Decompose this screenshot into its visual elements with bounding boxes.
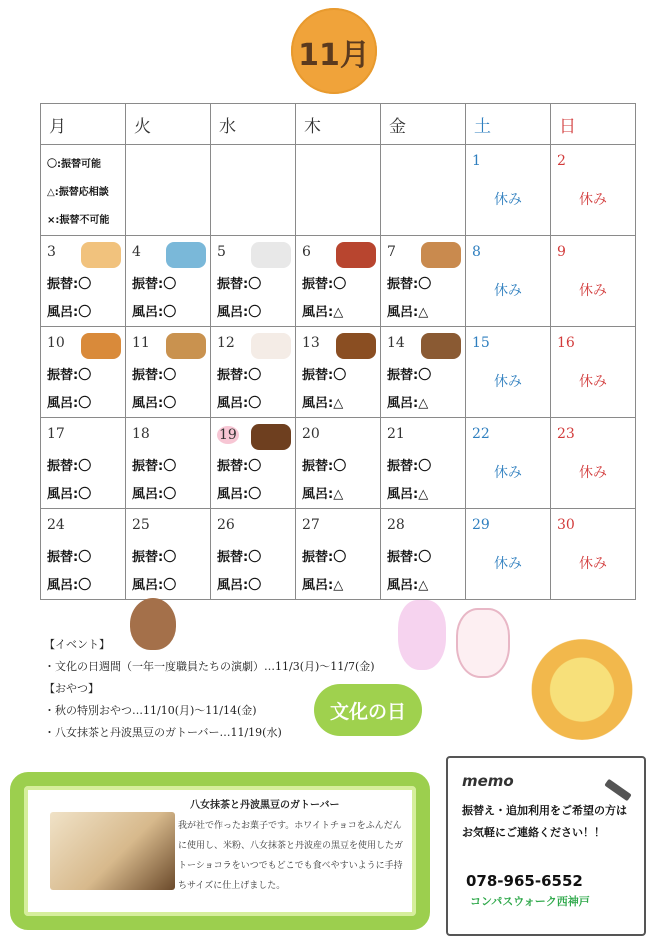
calendar-day-cell bbox=[551, 418, 636, 509]
calendar-day-cell bbox=[466, 145, 551, 236]
calendar-week-row bbox=[41, 418, 636, 509]
calendar-day-cell bbox=[41, 327, 126, 418]
bath-status: 風呂:〇 bbox=[132, 305, 177, 320]
furikae-status: 振替:〇 bbox=[217, 459, 262, 474]
calendar-day-cell bbox=[41, 418, 126, 509]
calendar-day-cell bbox=[126, 145, 211, 236]
artist-icon bbox=[421, 242, 461, 268]
furikae-status: 振替:〇 bbox=[132, 277, 177, 292]
calendar-day-cell bbox=[551, 236, 636, 327]
furikae-status: 振替:〇 bbox=[387, 277, 432, 292]
day-number: 26 bbox=[217, 517, 235, 533]
holiday-label: 休み bbox=[579, 556, 607, 572]
calendar-day-cell bbox=[296, 145, 381, 236]
weekday-sat: 土 bbox=[466, 104, 551, 145]
holiday-label: 休み bbox=[494, 556, 522, 572]
day-number: 13 bbox=[302, 335, 320, 351]
snack-item: ・秋の特別おやつ…11/10(月)～11/14(金) bbox=[44, 704, 257, 717]
day-number: 9 bbox=[557, 244, 566, 260]
calendar-day-cell bbox=[211, 327, 296, 418]
bath-status: 風呂:〇 bbox=[132, 578, 177, 593]
bath-status: 風呂:〇 bbox=[132, 396, 177, 411]
holiday-label: 休み bbox=[494, 283, 522, 299]
cake-icon bbox=[421, 333, 461, 359]
weekday-sun: 日 bbox=[551, 104, 636, 145]
calendar-day-cell bbox=[296, 418, 381, 509]
calendar-day-cell bbox=[551, 509, 636, 600]
bath-status: 風呂:△ bbox=[302, 396, 344, 411]
bath-status: 風呂:△ bbox=[387, 487, 429, 502]
cake-photo bbox=[50, 812, 175, 890]
bath-status: 風呂:〇 bbox=[217, 396, 262, 411]
calendar-week-row bbox=[41, 509, 636, 600]
day-number: 8 bbox=[472, 244, 481, 260]
autumn-leaf-icon bbox=[336, 242, 376, 268]
day-number: 16 bbox=[557, 335, 575, 351]
calendar-day-cell bbox=[41, 145, 126, 236]
chocolate-bar-icon bbox=[251, 424, 291, 450]
bath-status: 風呂:〇 bbox=[47, 305, 92, 320]
day-number: 23 bbox=[557, 426, 575, 442]
furikae-status: 振替:〇 bbox=[47, 550, 92, 565]
calendar-day-cell bbox=[126, 418, 211, 509]
day-number: 12 bbox=[217, 335, 235, 351]
holiday-label: 休み bbox=[579, 374, 607, 390]
day-number: 2 bbox=[557, 153, 566, 169]
day-number: 5 bbox=[217, 244, 226, 260]
day-number: 30 bbox=[557, 517, 575, 533]
day-number: 28 bbox=[387, 517, 405, 533]
calendar-day-cell bbox=[126, 327, 211, 418]
day-number: 11 bbox=[132, 335, 150, 351]
day-number: 14 bbox=[387, 335, 405, 351]
book-icon bbox=[251, 242, 291, 268]
weekday-wed: 水 bbox=[211, 104, 296, 145]
bath-status: 風呂:〇 bbox=[217, 578, 262, 593]
mont-blanc-icon bbox=[166, 333, 206, 359]
calendar-day-cell bbox=[211, 145, 296, 236]
holiday-label: 休み bbox=[579, 465, 607, 481]
calendar-day-cell bbox=[466, 418, 551, 509]
day-number: 24 bbox=[47, 517, 65, 533]
day-number: 17 bbox=[47, 426, 65, 442]
day-number: 29 bbox=[472, 517, 490, 533]
calendar-day-cell bbox=[296, 509, 381, 600]
furikae-status: 振替:〇 bbox=[132, 368, 177, 383]
bath-status: 風呂:△ bbox=[387, 305, 429, 320]
calendar-day-cell bbox=[296, 327, 381, 418]
day-number: 4 bbox=[132, 244, 141, 260]
calendar-day-cell bbox=[211, 236, 296, 327]
calendar-day-cell bbox=[211, 418, 296, 509]
bath-status: 風呂:△ bbox=[302, 305, 344, 320]
snack-item: ・八女抹茶と丹波黒豆のガトーバー…11/19(水) bbox=[44, 726, 282, 739]
furikae-status: 振替:〇 bbox=[47, 277, 92, 292]
calendar-day-cell bbox=[41, 236, 126, 327]
calendar-day-cell bbox=[41, 509, 126, 600]
day-number: 1 bbox=[472, 153, 481, 169]
calendar-day-cell bbox=[551, 327, 636, 418]
calendar-day-cell bbox=[466, 509, 551, 600]
furikae-status: 振替:〇 bbox=[387, 550, 432, 565]
calendar-day-cell bbox=[381, 509, 466, 600]
day-number: 22 bbox=[472, 426, 490, 442]
culture-day-label: 文化の日 bbox=[329, 701, 406, 723]
memo-body: 振替え・追加利用をご希望の方はお気軽にご連絡ください！！ bbox=[462, 804, 627, 839]
calendar-day-cell bbox=[466, 327, 551, 418]
palette-icon bbox=[81, 242, 121, 268]
holiday-label: 休み bbox=[579, 192, 607, 208]
bath-status: 風呂:〇 bbox=[132, 487, 177, 502]
furikae-status: 振替:〇 bbox=[387, 459, 432, 474]
bath-status: 風呂:〇 bbox=[47, 396, 92, 411]
snacks-heading: 【おやつ】 bbox=[44, 682, 99, 695]
bath-status: 風呂:〇 bbox=[217, 487, 262, 502]
legend-item: △:振替応相談 bbox=[47, 187, 109, 198]
cake-title: 八女抹茶と丹波黒豆のガトーバー bbox=[190, 800, 340, 811]
month-title: 11月 bbox=[298, 38, 370, 73]
calendar-day-cell bbox=[296, 236, 381, 327]
day-number: 15 bbox=[472, 335, 490, 351]
bath-status: 風呂:△ bbox=[387, 578, 429, 593]
holiday-label: 休み bbox=[494, 192, 522, 208]
furikae-status: 振替:〇 bbox=[217, 368, 262, 383]
furikae-status: 振替:〇 bbox=[132, 550, 177, 565]
legend-item: ×:振替不可能 bbox=[47, 215, 110, 226]
rabbit-icon bbox=[398, 600, 446, 670]
furikae-status: 振替:〇 bbox=[217, 277, 262, 292]
painter-icon bbox=[166, 242, 206, 268]
day-number: 7 bbox=[387, 244, 396, 260]
day-number: 3 bbox=[47, 244, 56, 260]
day-number: 20 bbox=[302, 426, 320, 442]
calendar-day-cell bbox=[126, 236, 211, 327]
bath-status: 風呂:〇 bbox=[47, 578, 92, 593]
calendar-day-cell bbox=[381, 327, 466, 418]
day-number: 19 bbox=[219, 427, 237, 443]
daifuku-icon bbox=[251, 333, 291, 359]
weekday-tue: 火 bbox=[126, 104, 211, 145]
event-item: ・文化の日週間（一年一度職員たちの演劇）…11/3(月)～11/7(金) bbox=[44, 660, 375, 673]
weekday-fri: 金 bbox=[381, 104, 466, 145]
calendar-day-cell bbox=[211, 509, 296, 600]
furikae-status: 振替:〇 bbox=[302, 550, 347, 565]
memo-place: コンパスウォーク西神戸 bbox=[470, 895, 590, 908]
calendar-table bbox=[40, 103, 636, 600]
calendar-day-cell bbox=[381, 145, 466, 236]
memo-phone: 078-965-6552 bbox=[466, 872, 583, 890]
furikae-status: 振替:〇 bbox=[47, 368, 92, 383]
holiday-label: 休み bbox=[494, 465, 522, 481]
bath-status: 風呂:〇 bbox=[217, 305, 262, 320]
day-number: 25 bbox=[132, 517, 150, 533]
legend-item: 〇:振替可能 bbox=[47, 159, 101, 170]
day-number: 6 bbox=[302, 244, 311, 260]
calendar-day-cell bbox=[466, 236, 551, 327]
moon-dumpling-icon bbox=[526, 628, 638, 740]
bath-status: 風呂:△ bbox=[387, 396, 429, 411]
calendar-week-row bbox=[41, 145, 636, 236]
calendar-day-cell bbox=[381, 236, 466, 327]
day-number: 10 bbox=[47, 335, 65, 351]
holiday-label: 休み bbox=[494, 374, 522, 390]
weekday-thu: 木 bbox=[296, 104, 381, 145]
furikae-status: 振替:〇 bbox=[47, 459, 92, 474]
day-number: 27 bbox=[302, 517, 320, 533]
holiday-label: 休み bbox=[579, 283, 607, 299]
calendar-week-row bbox=[41, 327, 636, 418]
calendar-week-row bbox=[41, 236, 636, 327]
furikae-status: 振替:〇 bbox=[302, 277, 347, 292]
furikae-status: 振替:〇 bbox=[387, 368, 432, 383]
day-number: 21 bbox=[387, 426, 405, 442]
bath-status: 風呂:△ bbox=[302, 578, 344, 593]
bath-status: 風呂:〇 bbox=[47, 487, 92, 502]
calendar-day-cell bbox=[381, 418, 466, 509]
calendar-day-cell bbox=[551, 145, 636, 236]
weekday-header-row bbox=[41, 104, 636, 145]
furikae-status: 振替:〇 bbox=[302, 368, 347, 383]
calendar-day-cell bbox=[126, 509, 211, 600]
weekday-mon: 月 bbox=[41, 104, 126, 145]
cake-description: 我が社で作ったお菓子です。ホワイトチョコをふんだんに使用し、米粉、八女抹茶と丹波産の黒豆を使用したガトーショコラをいつでもどこでも食べやすいように手持ちサイズに仕上げました。 bbox=[178, 821, 404, 891]
sweet-potato-icon bbox=[81, 333, 121, 359]
chestnut-icon bbox=[336, 333, 376, 359]
furikae-status: 振替:〇 bbox=[132, 459, 177, 474]
bath-status: 風呂:△ bbox=[302, 487, 344, 502]
memo-title: memo bbox=[462, 772, 514, 790]
rabbit-icon bbox=[456, 608, 510, 678]
events-heading: 【イベント】 bbox=[44, 638, 110, 651]
furikae-status: 振替:〇 bbox=[217, 550, 262, 565]
furikae-status: 振替:〇 bbox=[302, 459, 347, 474]
day-number: 18 bbox=[132, 426, 150, 442]
